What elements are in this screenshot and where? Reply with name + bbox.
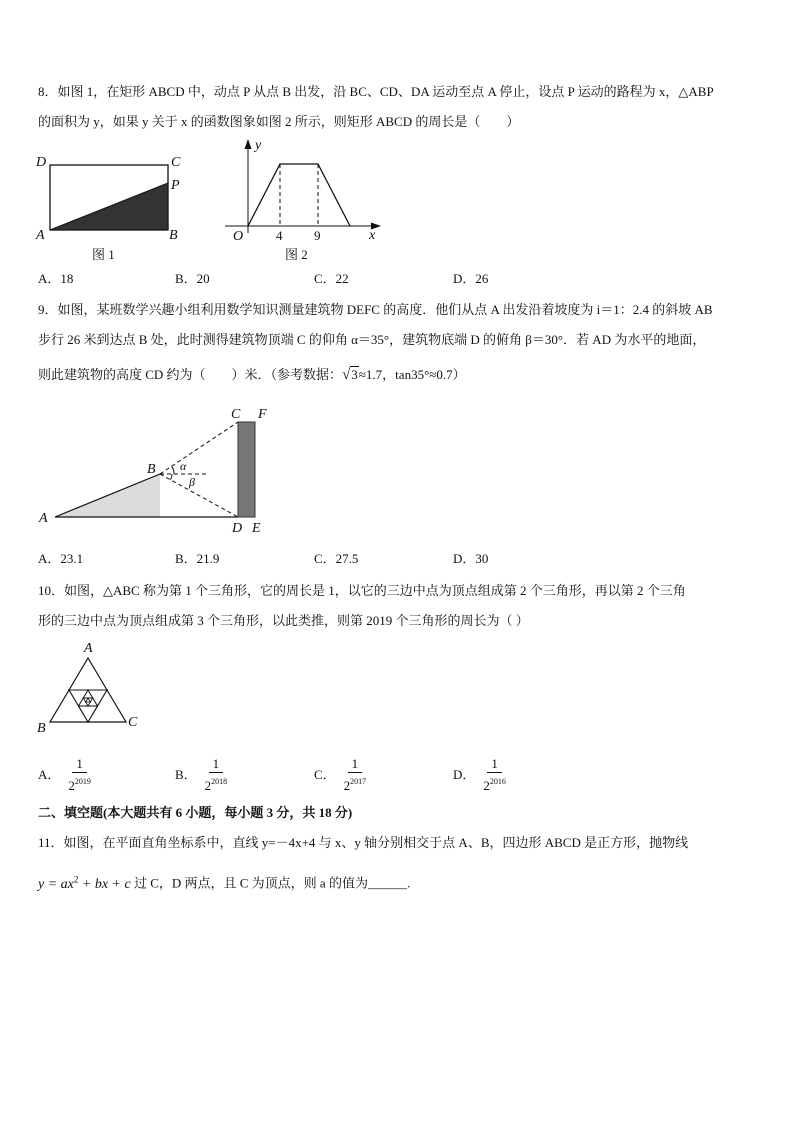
formula-exponent: 2 [73, 874, 79, 884]
q9-text-line-3 [38, 355, 756, 395]
q8-option-a: A．18 [38, 271, 74, 286]
q8-figures-svg [0, 137, 794, 267]
q10-text-line-1: 10．如图，△ABC 称为第 1 个三角形，它的周长是 1，以它的三边中点为顶点组成第 2 个三角形，再以第 2 个三角 [38, 583, 686, 598]
building-defc [238, 422, 255, 517]
parabola-formula [38, 874, 131, 892]
power-exponent: 2016 [489, 777, 506, 786]
label-a: A [84, 641, 93, 656]
fig2-label-y: y [255, 138, 262, 153]
fraction-denominator [344, 773, 367, 794]
fig1-shaded-triangle [50, 183, 168, 230]
fig2-label-x: x [369, 228, 376, 243]
q9-text-line-2: 步行 26 米到达点 B 处，此时测得建筑物顶端 C 的仰角 α＝35°，建筑物底端 D 的俯角 β＝30°．若 AD 为水平的地面， [38, 332, 706, 347]
q10-option-d [453, 755, 506, 795]
q10-figure [0, 636, 794, 755]
fraction [205, 756, 228, 794]
fig1-label-c: C [171, 155, 181, 170]
label-f: F [258, 407, 267, 422]
formula-part-1: y = ax [38, 876, 74, 892]
q11-line2-text: 过 C，D 两点，且 C 为顶点，则 a 的值为 [133, 875, 368, 891]
triangle-5 [86, 698, 91, 702]
fraction-denominator [205, 773, 228, 794]
power-exponent: 2017 [350, 777, 367, 786]
fraction-numerator: 1 [487, 756, 502, 773]
fraction-numerator: 1 [72, 756, 87, 773]
power-base: 2 [204, 778, 212, 793]
q10-figure-svg [0, 636, 794, 755]
label-beta: β [189, 475, 195, 489]
label-alpha: α [180, 459, 187, 473]
q10-option-a [38, 755, 91, 795]
q8-text-line-1: 8．如图 1，在矩形 ABCD 中，动点 P 从点 B 出发，沿 BC、CD、DA 运动至点 A 停止，设点 P 运动的路程为 x，△ABP [38, 84, 714, 99]
power-exponent: 2018 [211, 777, 228, 786]
fraction-numerator: 1 [209, 756, 224, 773]
option-letter: A． [38, 767, 61, 782]
fraction-denominator [68, 773, 91, 794]
sight-line-bd [160, 474, 238, 517]
label-a: A [39, 511, 48, 526]
q9-option-d: D．30 [453, 551, 489, 566]
option-letter: C． [314, 767, 336, 782]
fraction [68, 756, 91, 794]
fraction-denominator [483, 773, 506, 794]
fraction-numerator: 1 [348, 756, 363, 773]
fig2-tick-9: 9 [314, 228, 321, 243]
section-heading-fill-in: 二、填空题(本大题共有 6 小题，每小题 3 分，共 18 分) [38, 805, 353, 820]
fig1-label-d: D [36, 155, 47, 170]
q9-option-a: A．23.1 [38, 551, 84, 566]
q9-figure-svg [0, 395, 794, 547]
q9-line3-reference: ≈1.7，tan35°≈0.7） [358, 367, 466, 382]
q8-option-b: B．20 [175, 271, 210, 286]
q10-options [0, 755, 794, 795]
power-base: 2 [483, 778, 490, 793]
fig1-label-p: P [171, 178, 180, 193]
fig1-label-a: A [36, 228, 45, 243]
q8-option-c: C．22 [314, 271, 349, 286]
fraction [483, 756, 506, 794]
q10-text-line-2: 形的三边中点为顶点组成第 3 个三角形，以此类推，则第 2019 个三角形的周长为（ ） [38, 613, 529, 628]
power-base: 2 [68, 778, 75, 793]
q11-text-line-2 [38, 858, 756, 906]
fig2-label-origin: O [233, 229, 244, 244]
label-b: B [147, 462, 156, 477]
q8-figures [0, 137, 794, 267]
q9-figure [0, 395, 794, 547]
label-e: E [252, 521, 261, 536]
angle-alpha-arc [172, 466, 174, 474]
fraction [344, 756, 367, 794]
q10-option-b [175, 755, 227, 795]
label-c: C [231, 407, 241, 422]
q8-option-d: D．26 [453, 271, 489, 286]
q9-options [0, 547, 794, 571]
fig1-caption: 图 1 [92, 247, 115, 262]
option-letter: B． [175, 767, 197, 782]
formula-part-2: + bx + c [78, 876, 131, 892]
fig2-y-axis-arrow [245, 139, 252, 149]
power-base: 2 [343, 778, 351, 793]
q9-option-b: B．21.9 [175, 551, 220, 566]
label-b: B [37, 721, 46, 736]
q8-options [0, 267, 794, 291]
answer-blank: ______ [367, 875, 407, 891]
q8-text-line-2: 的面积为 y，如果 y 关于 x 的函数图象如图 2 所示，则矩形 ABCD 的周长是（ ） [38, 114, 520, 129]
q11-text-line-1: 11．如图，在平面直角坐标系中，直线 y=－4x+4 与 x、y 轴分别相交于点 A、B，四边形 ABCD 是正方形，抛物线 [38, 835, 689, 850]
q11-line2-end: . [406, 875, 411, 891]
fig2-graph-line [248, 164, 350, 226]
power-exponent: 2019 [74, 777, 91, 786]
label-d: D [232, 521, 243, 536]
fig2-tick-4: 4 [276, 228, 283, 243]
label-c: C [128, 715, 138, 730]
angle-beta-arc [171, 474, 173, 480]
option-letter: D． [453, 767, 476, 782]
fig1-label-b: B [169, 228, 178, 243]
fig2-caption: 图 2 [285, 247, 308, 262]
q9-line3-text: 则此建筑物的高度 CD 约为（ ）米．（参考数据： [38, 367, 343, 382]
q10-option-c [314, 755, 366, 795]
q9-option-c: C．27.5 [314, 551, 359, 566]
sqrt-symbol: √ [342, 367, 351, 383]
sqrt-radicand: 3 [351, 367, 358, 382]
q9-text-line-1: 9．如图，某班数学兴趣小组利用数学知识测量建筑物 DEFC 的高度．他们从点 A 出发沿着坡度为 i＝1：2.4 的斜坡 AB [38, 302, 713, 317]
